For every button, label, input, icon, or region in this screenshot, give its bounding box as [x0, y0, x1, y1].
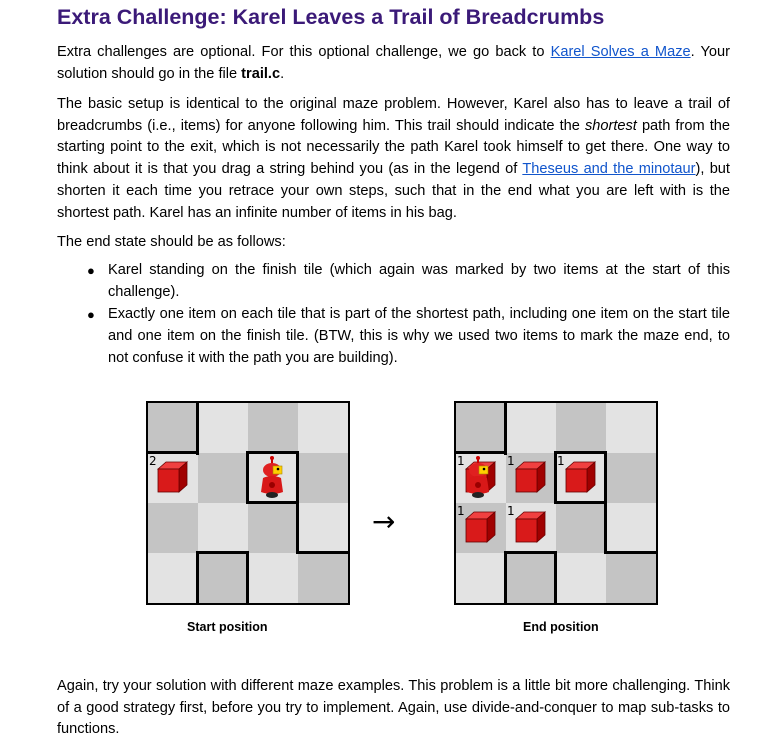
- maze-tile: [556, 553, 606, 603]
- intro-end: .: [280, 65, 285, 82]
- closing-paragraph: Again, try your solution with different maze examples. This problem is a little bit more challenging. Think of a good strategy first, before you try to implement. Again, use divide-and-conquer to map sub-tasks to functions.: [57, 678, 730, 738]
- shortest-emphasis: shortest: [584, 117, 637, 134]
- item-box-icon: [562, 459, 598, 495]
- item-count-label: 1: [457, 454, 465, 468]
- start-maze-grid: [146, 401, 350, 605]
- karel-robot-icon: [258, 456, 290, 500]
- list-item-text: Karel standing on the finish tile (which again was marked by two items at the start of this challenge).: [108, 262, 730, 300]
- end-state-list: [57, 260, 730, 371]
- maze-tile: [606, 453, 656, 503]
- end-maze-grid: [454, 401, 658, 605]
- maze-tile: [556, 403, 606, 453]
- maze-wall: [504, 551, 556, 554]
- setup-paragraph: [57, 94, 730, 224]
- maze-tile: [606, 503, 656, 553]
- maze-wall: [196, 551, 199, 603]
- maze-tile: [198, 453, 248, 503]
- maze-wall: [504, 403, 507, 455]
- item-count-label: 1: [507, 454, 515, 468]
- bullet-icon: ●: [87, 307, 95, 323]
- maze-tile: [606, 403, 656, 453]
- intro-text-2: . Your solution should go in the file: [57, 44, 730, 82]
- end-caption: End position: [523, 620, 599, 634]
- maze-wall: [604, 551, 656, 554]
- theseus-link[interactable]: Theseus and the minotaur: [522, 161, 696, 178]
- maze-wall: [246, 501, 296, 504]
- maze-tile: [506, 553, 556, 603]
- list-item: [57, 304, 730, 369]
- maze-tile: [248, 403, 298, 453]
- maze-wall: [504, 551, 507, 603]
- karel-robot-icon: [464, 456, 496, 500]
- end-state-intro: The end state should be as follows:: [57, 234, 286, 250]
- item-box-icon: [512, 459, 548, 495]
- maze-tile: [456, 403, 506, 453]
- maze-tile: [198, 403, 248, 453]
- maze-tile: [248, 503, 298, 553]
- maze-wall: [554, 551, 557, 603]
- item-box-icon: [154, 459, 190, 495]
- intro-paragraph: [57, 42, 730, 85]
- maze-tile: [248, 553, 298, 603]
- maze-tile: [148, 503, 198, 553]
- item-count-label: 1: [457, 504, 465, 518]
- setup-text-1: The basic setup is identical to the original maze problem. However, Karel also has to leave a trail of breadcrumbs (i.e., items) for anyone following him. This trail should indicate the: [57, 96, 730, 134]
- maze-tile: [606, 553, 656, 603]
- maze-tile: [298, 503, 348, 553]
- maze-tile: [298, 403, 348, 453]
- maze-wall: [296, 551, 348, 554]
- maze-wall: [296, 451, 299, 553]
- maze-tile: [198, 553, 248, 603]
- setup-text-3: ), but shorten it each time you retrace your own steps, such that in the end what you are left with is the shortest path. Karel has an infinite number of items in his bag.: [57, 161, 730, 221]
- item-box-icon: [512, 509, 548, 545]
- maze-link[interactable]: Karel Solves a Maze: [550, 44, 691, 60]
- maze-tile: [298, 453, 348, 503]
- start-caption: Start position: [187, 620, 268, 634]
- maze-wall: [246, 451, 249, 501]
- maze-wall: [246, 551, 249, 603]
- item-count-label: 1: [557, 454, 565, 468]
- item-box-icon: [462, 509, 498, 545]
- maze-wall: [196, 403, 199, 455]
- bullet-icon: ●: [87, 263, 95, 278]
- list-item-text: Exactly one item on each tile that is part of the shortest path, including one item on the start tile and one item on the finish tile. (BTW, this is why we used two items to mark the maze end, to not confuse it with the path you are building).: [108, 306, 730, 366]
- item-count-label: 1: [507, 504, 515, 518]
- maze-wall: [246, 451, 298, 454]
- item-count-label: 2: [149, 454, 157, 468]
- maze-wall: [554, 501, 604, 504]
- right-arrow-icon: →: [372, 505, 396, 538]
- maze-tile: [198, 503, 248, 553]
- maze-tile: [148, 403, 198, 453]
- maze-tile: [456, 553, 506, 603]
- maze-wall: [604, 451, 607, 553]
- setup-text-2: path from the starting point to the exit, which is not necessarily the path Karel took himself to get there. One way to think about it is that you drag a string behind you (as in the legend of: [57, 117, 730, 178]
- maze-tile: [148, 553, 198, 603]
- maze-tile: [298, 553, 348, 603]
- list-item: [57, 260, 730, 303]
- maze-tile: [506, 403, 556, 453]
- maze-wall: [196, 551, 248, 554]
- file-name: trail.c: [241, 65, 281, 82]
- maze-tile: [556, 503, 606, 553]
- page-title: Extra Challenge: Karel Leaves a Trail of Breadcrumbs: [57, 5, 605, 29]
- intro-text: Extra challenges are optional. For this optional challenge, we go back to: [57, 44, 551, 60]
